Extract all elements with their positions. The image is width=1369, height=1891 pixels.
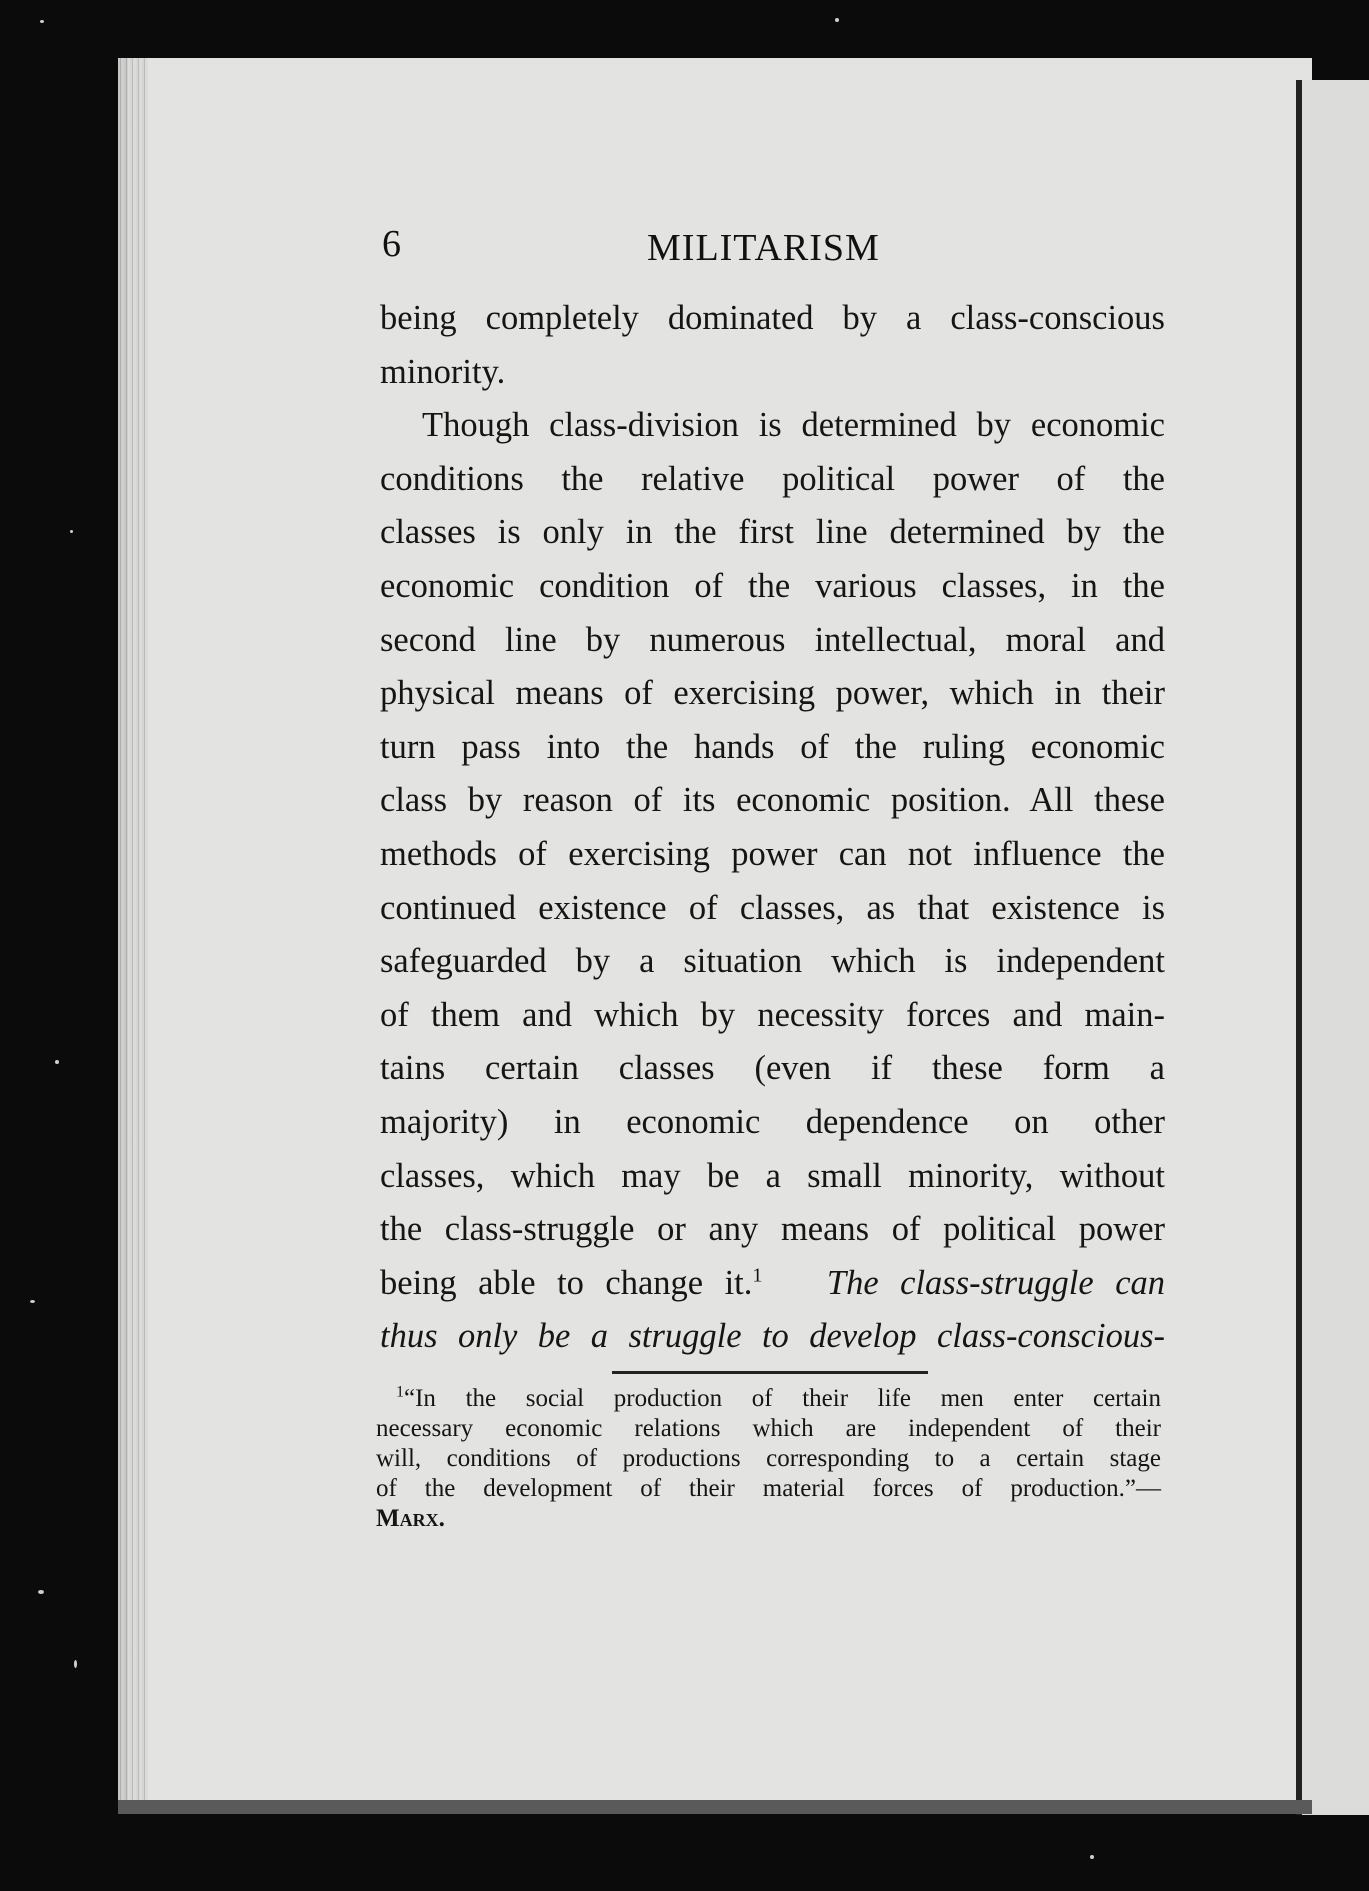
scan-speck (70, 530, 73, 533)
text-line: second line by numerous intellectual, moral and (380, 620, 1165, 659)
text-line: economic condition of the various classes, in the (380, 566, 1165, 605)
scan-speck (30, 1300, 35, 1303)
scan-speck (1090, 1855, 1094, 1859)
text-line (380, 1257, 1165, 1311)
footnote-line (376, 1384, 1161, 1414)
text-line-italic: The class-struggle can (826, 1263, 1166, 1302)
scan-speck (38, 1590, 44, 1594)
page-number: 6 (382, 223, 401, 265)
scan-speck (40, 20, 44, 23)
running-title: MILITARISM (647, 227, 880, 269)
footnote-attribution: Marx. (376, 1505, 445, 1532)
running-head (382, 222, 1172, 272)
text-line: tains certain classes (even if these form a (380, 1049, 1165, 1088)
text-line: thus only be a struggle to develop class-conscious- (380, 1317, 1165, 1356)
text-line: continued existence of classes, as that existence is (380, 888, 1165, 927)
text-line: the class-struggle or any means of political power (380, 1210, 1165, 1249)
page-bottom-shadow (118, 1800, 1312, 1814)
footnote-line: necessary economic relations which are independent of their (376, 1415, 1161, 1442)
footnote-reference[interactable]: 1 (752, 1264, 763, 1287)
scan-speck (55, 1060, 59, 1064)
text-line: classes is only in the first line determined by the (380, 513, 1165, 552)
text-line-plain: being able to change it. (380, 1263, 753, 1302)
text-line: majority) in economic dependence on other (380, 1102, 1165, 1141)
footnote-rule (612, 1371, 928, 1374)
text-line: Though class-division is determined by economic (422, 406, 1165, 445)
footnote-mark: 1 (396, 1383, 404, 1401)
adjacent-page-strip (1296, 80, 1369, 1815)
footnote (376, 1384, 1161, 1534)
footnote-line: of the development of their material forces of production.”— (376, 1475, 1161, 1502)
text-line: physical means of exercising power, which in their (380, 674, 1165, 713)
body-text (380, 292, 1165, 1364)
footnote-line-text: “In the social production of their life men enter certain (404, 1385, 1161, 1412)
footnote-line: will, conditions of productions corresponding to a certain stage (376, 1445, 1161, 1472)
text-line: being completely dominated by a class-conscious (380, 299, 1165, 337)
text-line: turn pass into the hands of the ruling economic (380, 727, 1165, 766)
text-line: of them and which by necessity forces and main- (380, 995, 1165, 1034)
text-line: safeguarded by a situation which is independent (380, 942, 1165, 981)
text-line: classes, which may be a small minority, without (380, 1156, 1165, 1195)
page-binding-edge (118, 58, 148, 1810)
text-line: methods of exercising power can not influence the (380, 834, 1165, 873)
text-line: minority. (380, 352, 506, 391)
text-line: class by reason of its economic position. All these (380, 781, 1165, 820)
text-line: conditions the relative political power of the (380, 459, 1165, 498)
scan-speck (835, 18, 839, 22)
scan-speck (74, 1660, 77, 1668)
